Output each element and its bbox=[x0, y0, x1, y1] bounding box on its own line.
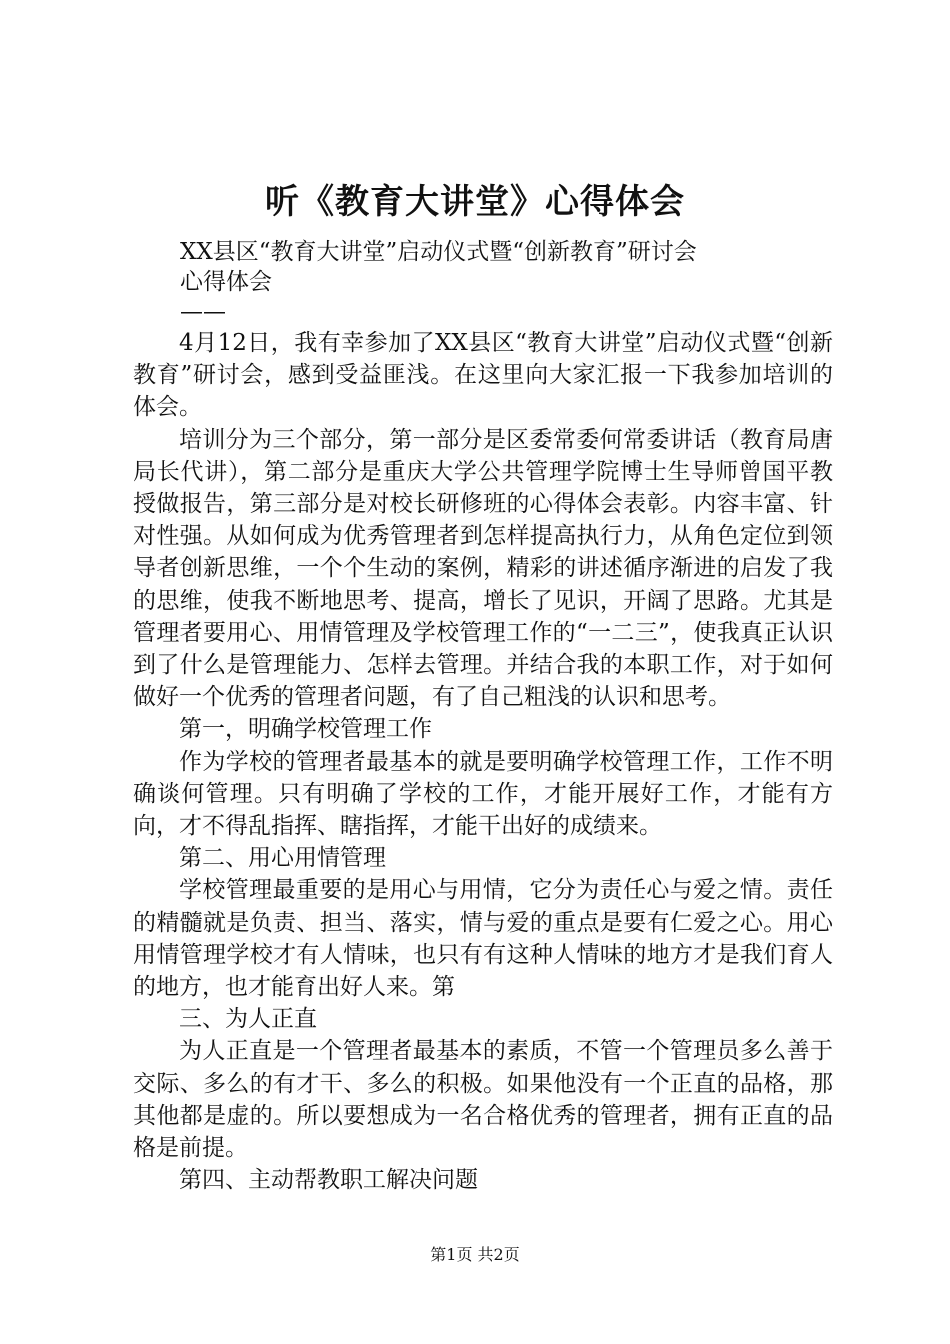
paragraph: 培训分为三个部分，第一部分是区委常委何常委讲话（教育局唐局长代讲），第二部分是重庆大学公共管理学院博士生导师曾国平教授做报告，第三部分是对校长研修班的心得体会表彰。内容丰富、针对性强。从如何成为优秀管理者到怎样提高执行力，从角色定位到领导者创新思维，一个个生动的案例，精彩的讲述循序渐进的启发了我的思维，使我不断地思考、提高，增长了见识，开阔了思路。尤其是管理者要用心、用情管理及学校管理工作的“一二三”，使我真正认识到了什么是管理能力、怎样去管理。并结合我的本职工作，对于如何做好一个优秀的管理者问题，有了自己粗浅的认识和思考。 bbox=[133, 426, 833, 711]
section-heading: 第一，明确学校管理工作 bbox=[179, 716, 432, 743]
subtitle-line: XX县区“教育大讲堂”启动仪式暨“创新教育”研讨会 bbox=[180, 239, 697, 265]
paragraph: 作为学校的管理者最基本的就是要明确学校管理工作，工作不明确谈何管理。只有明确了学校的工作，才能开展好工作，才能有方向，才不得乱指挥、瞎指挥，才能干出好的成绩来。 bbox=[133, 748, 833, 840]
paragraph: 4月12日，我有幸参加了XX县区“教育大讲堂”启动仪式暨“创新教育”研讨会，感到受益匪浅。在这里向大家汇报一下我参加培训的体会。 bbox=[133, 330, 833, 421]
subtitle-line: —— bbox=[180, 299, 226, 325]
section-heading: 第二、用心用情管理 bbox=[179, 845, 386, 872]
document-subtitle bbox=[180, 237, 820, 327]
page-footer: 第1页 共2页 bbox=[430, 1245, 520, 1264]
document-title: 听《教育大讲堂》心得体会 bbox=[265, 182, 685, 222]
paragraph: 为人正直是一个管理者最基本的素质，不管一个管理员多么善于交际、多么的有才干、多么的积极。如果他没有一个正直的品格，那其他都是虚的。所以要想成为一名合格优秀的管理者，拥有正直的品格是前提。 bbox=[133, 1038, 833, 1162]
section-heading: 第四、主动帮教职工解决问题 bbox=[179, 1167, 478, 1194]
paragraph: 学校管理最重要的是用心与用情，它分为责任心与爱之情。责任的精髓就是负责、担当、落实，情与爱的重点是要有仁爱之心。用心用情管理学校才有人情味，也只有有这种人情味的地方才是我们育人的地方，也才能育出好人来。第 bbox=[133, 877, 833, 1001]
section-heading: 三、为人正直 bbox=[179, 1006, 317, 1033]
document-body bbox=[133, 327, 833, 1196]
subtitle-line: 心得体会 bbox=[180, 269, 272, 295]
